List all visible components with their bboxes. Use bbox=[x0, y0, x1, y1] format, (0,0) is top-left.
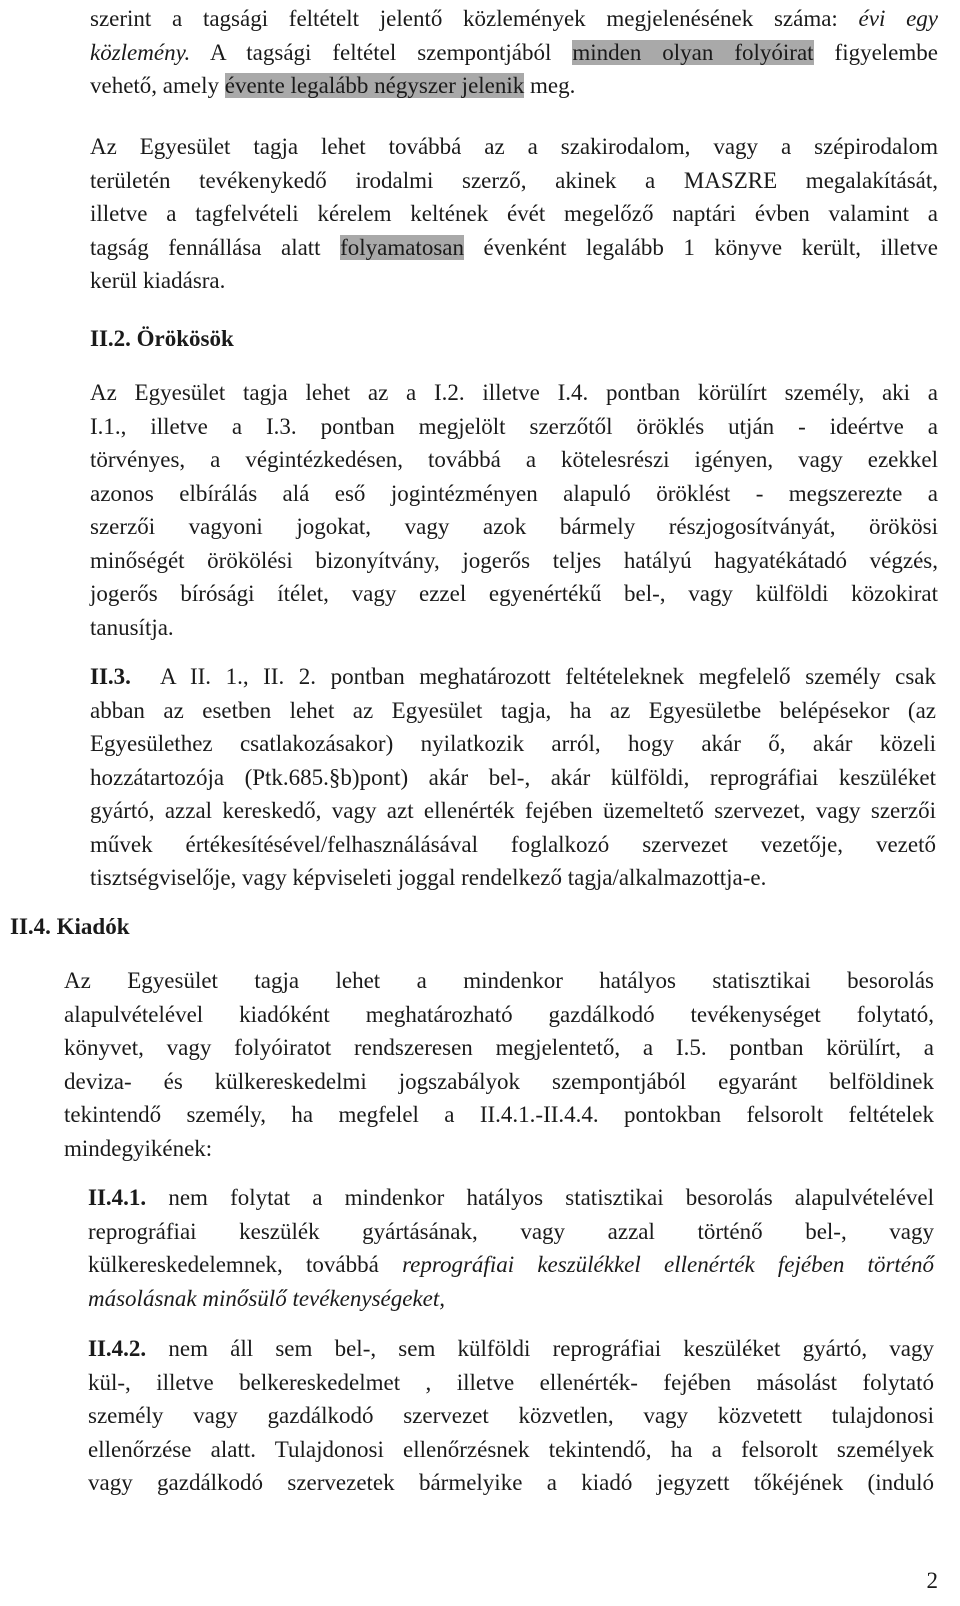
text-line: jogerős bírósági ítélet, vagy ezzel egyenértékű bel-, vagy külföldi közokirat bbox=[90, 581, 938, 606]
section-number: II.3. bbox=[90, 664, 131, 689]
text-line bbox=[88, 1181, 934, 1215]
text-span: nem áll sem bel-, sem külföldi reprográfiai keszüléket gyártó, vagy bbox=[168, 1336, 934, 1361]
highlighted-text: folyamatosan bbox=[340, 234, 464, 260]
text-line bbox=[90, 36, 938, 70]
heading-publishers: II.4. Kiadók bbox=[10, 914, 130, 939]
italic-text: reprográfiai keszülékkel ellenérték fejében történő bbox=[402, 1252, 935, 1277]
highlighted-text: évente legalább négyszer jelenik bbox=[224, 73, 525, 98]
italic-text: évi egy bbox=[858, 6, 938, 31]
text-line: szerzői vagyoni jogokat, vagy azok bármely részjogosítványát, örökösi bbox=[90, 514, 938, 539]
text-line: azonos elbírálás alá eső jogintézményen alapuló öröklést - megszerezte a bbox=[90, 480, 938, 506]
text-line: törvényes, a végintézkedésen, továbbá a kötelesrészi igényen, vagy ezekkel bbox=[90, 447, 938, 472]
paragraph-ii3 bbox=[90, 660, 936, 895]
text-line: gyártó, azzal kereskedő, vagy azt ellenérték fejében üzemeltető szervezet, vagy szerzői bbox=[90, 798, 936, 823]
text-line: abban az esetben lehet az Egyesület tagja, ha az Egyesületbe belépésekor (az bbox=[90, 697, 936, 723]
heading-heirs: II.2. Örökösök bbox=[90, 326, 234, 351]
highlighted-text: minden olyan folyóirat bbox=[572, 39, 814, 65]
text-line: kerül kiadásra. bbox=[90, 268, 226, 293]
text-line: ellenőrzése alatt. Tulajdonosi ellenőrzésnek tekintendő, ha a felsorolt személyek bbox=[88, 1436, 934, 1462]
italic-text: közlemény. bbox=[90, 39, 191, 65]
text-line: mindegyikének: bbox=[64, 1135, 213, 1161]
text-line: hozzátartozója (Ptk.685.§b)pont) akár bel-, akár külföldi, reprográfiai keszüléket bbox=[90, 764, 936, 790]
text-line: deviza- és külkereskedelmi jogszabályok szempontjából egyaránt belföldinek bbox=[64, 1068, 934, 1094]
text-span: figyelembe bbox=[834, 39, 938, 65]
text-line: minőségét örökölési bizonyítvány, jogerős teljes hatályú hagyatékátadó végzés, bbox=[90, 547, 938, 573]
text-line bbox=[90, 231, 938, 265]
text-span: nem folytat a mindenkor hatályos statisztikai besorolás alapulvételével bbox=[168, 1185, 935, 1210]
text-line bbox=[88, 1332, 934, 1366]
text-line: illetve a tagfelvételi kérelem keltének évét megelőző naptári évben valamint a bbox=[90, 201, 938, 226]
text-line: tekintendő személy, ha megfelel a II.4.1.-II.4.4. pontokban felsorolt feltételek bbox=[64, 1102, 934, 1127]
text-line: kül-, illetve belkereskedelmet , illetve ellenérték- fejében másolást folytató bbox=[88, 1369, 934, 1395]
text-line: Az Egyesület tagja lehet az a I.2. illetve I.4. pontban körülírt személy, aki a bbox=[90, 380, 938, 405]
text-line bbox=[88, 1248, 934, 1282]
text-line: személy vagy gazdálkodó szervezet közvetlen, vagy közvetett tulajdonosi bbox=[88, 1403, 934, 1428]
page-number: 2 bbox=[926, 1568, 938, 1593]
text-line bbox=[90, 69, 938, 103]
text-line: vagy gazdálkodó szervezetek bármelyike a kiadó jegyzett tőkéjének (induló bbox=[88, 1470, 934, 1495]
text-span: A II. 1., II. 2. pontban meghatározott feltételeknek megfelelő személy csak bbox=[160, 664, 937, 689]
text-line bbox=[90, 660, 936, 694]
text-span: vehető, amely bbox=[90, 73, 220, 98]
text-line: reprográfiai keszülék gyártásának, vagy azzal történő bel-, vagy bbox=[88, 1218, 934, 1244]
text-line: tanusítja. bbox=[90, 614, 174, 640]
paragraph-ii42 bbox=[88, 1332, 934, 1500]
text-line: területén tevékenykedő irodalmi szerző, akinek a MASZRE megalakítását, bbox=[90, 167, 938, 193]
section-number: II.4.2. bbox=[88, 1336, 147, 1361]
text-line: másolásnak minősülő tevékenységeket, bbox=[88, 1285, 446, 1311]
text-span: évenként legalább 1 könyve került, illetve bbox=[483, 234, 938, 260]
text-line: művek értékesítésével/felhasználásával foglalkozó szervezet vezetője, vezető bbox=[90, 831, 936, 857]
text-span: szerint a tagsági feltételt jelentő közlemények megjelenésének száma: bbox=[90, 6, 838, 31]
paragraph-ii41 bbox=[88, 1181, 934, 1315]
paragraph-authors bbox=[90, 130, 938, 298]
paragraph-heirs bbox=[90, 376, 938, 644]
text-line: I.1., illetve a I.3. pontban megjelölt szerzőtől öröklés utján - ideértve a bbox=[90, 413, 938, 439]
section-number: II.4.1. bbox=[88, 1185, 147, 1210]
text-span: külkereskedelemnek, továbbá bbox=[88, 1252, 379, 1277]
text-line: Az Egyesület tagja lehet a mindenkor hatályos statisztikai besorolás bbox=[64, 968, 934, 993]
text-span: meg. bbox=[530, 73, 576, 98]
paragraph-membership-condition bbox=[90, 2, 938, 103]
paragraph-publishers bbox=[64, 964, 934, 1165]
text-line: alapulvételével kiadóként meghatározható gazdálkodó tevékenységet folytató, bbox=[64, 1001, 934, 1027]
text-span: tagság fennállása alatt bbox=[90, 234, 321, 260]
text-line: tisztségviselője, vagy képviseleti joggal rendelkező tagja/alkalmazottja-e. bbox=[90, 865, 767, 890]
text-line bbox=[90, 2, 938, 36]
text-line: könyvet, vagy folyóiratot rendszeresen megjelentető, a I.5. pontban körülírt, a bbox=[64, 1035, 934, 1060]
text-span: A tagsági feltétel szempontjából bbox=[209, 39, 552, 65]
text-line: Az Egyesület tagja lehet továbbá az a szakirodalom, vagy a szépirodalom bbox=[90, 134, 938, 159]
text-line: Egyesülethez csatlakozásakor) nyilatkozik arról, hogy akár ő, akár közeli bbox=[90, 731, 936, 756]
